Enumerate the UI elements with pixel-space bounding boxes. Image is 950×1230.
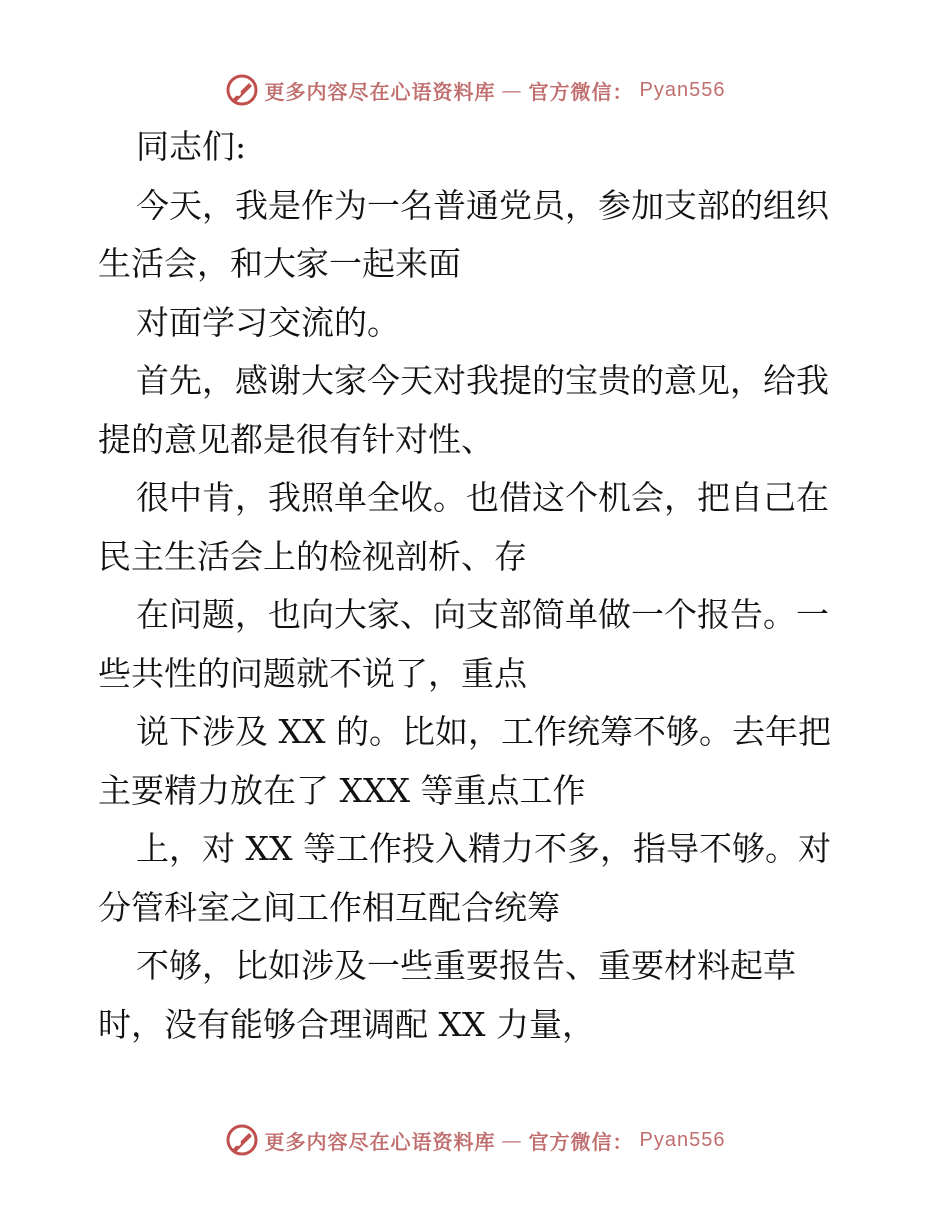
text-line: 同志们:: [136, 127, 247, 166]
text-line: 民主生活会上的检视剖析、存: [98, 536, 527, 576]
banner-wechat-id: Pyan556: [639, 78, 726, 101]
banner-dash: —: [501, 78, 523, 102]
banner-wechat-label: 官方微信：: [528, 1129, 634, 1154]
pen-logo-icon: [225, 73, 259, 107]
text-line: 生活会，和大家一起来面: [98, 244, 461, 283]
header-banner: [0, 70, 950, 110]
text-line: 在问题，也向大家、向支部简单做一个报告。一: [136, 595, 829, 634]
text-line: 说下涉及 XX 的。比如，工作统筹不够。去年把: [136, 712, 831, 751]
banner-wechat-id: Pyan556: [639, 1128, 726, 1151]
text-line: 主要精力放在了 XXX 等重点工作: [98, 770, 586, 810]
banner-title: 更多内容尽在心语资料库: [264, 79, 496, 104]
text-line: 提的意见都是很有针对性、: [98, 419, 494, 459]
pen-logo-icon: [225, 1123, 259, 1157]
text-line: 上，对 XX 等工作投入精力不多，指导不够。对: [136, 829, 831, 868]
document-body: [98, 118, 858, 1054]
banner-title: 更多内容尽在心语资料库: [264, 1129, 496, 1154]
text-line: 首先，感谢大家今天对我提的宝贵的意见，给我: [136, 361, 829, 400]
text-line: 很中肯，我照单全收。也借这个机会，把自己在: [136, 478, 829, 517]
footer-banner: [0, 1120, 950, 1160]
text-line: 些共性的问题就不说了，重点: [98, 653, 527, 693]
banner-wechat-label: 官方微信：: [528, 79, 634, 104]
text-line: 分管科室之间工作相互配合统筹: [98, 887, 560, 927]
text-line: 今天，我是作为一名普通党员，参加支部的组织: [136, 185, 829, 225]
text-line: 不够，比如涉及一些重要报告、重要材料起草: [136, 946, 796, 985]
banner-dash: —: [501, 1128, 523, 1152]
text-line: 对面学习交流的。: [136, 302, 400, 342]
text-line: 时，没有能够合理调配 XX 力量，: [98, 1004, 595, 1044]
